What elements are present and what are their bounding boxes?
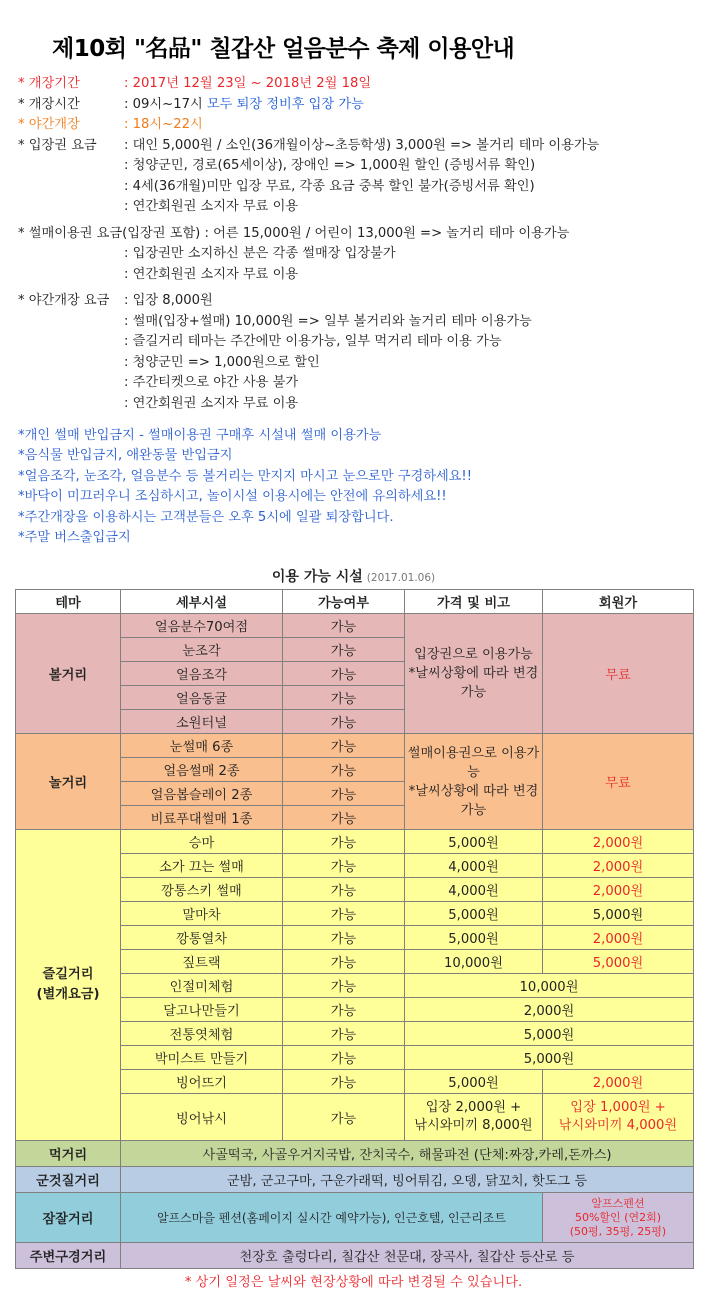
jamjal-member: [543, 1193, 694, 1243]
availability: 가능: [283, 902, 405, 926]
availability: 가능: [283, 830, 405, 854]
page-title: 제10회 "名品" 칠갑산 얼음분수 축제 이용안내: [52, 36, 515, 62]
jamjal-member-line: (50평, 35평, 25평): [569, 1224, 667, 1238]
night-fee-row-5: [18, 394, 698, 415]
facility-name: 말마차: [121, 902, 283, 926]
facility-name: 소원터널: [121, 710, 283, 734]
table-row: [16, 1141, 694, 1167]
table-row: [16, 1193, 694, 1243]
night-fee-row-0: [18, 291, 698, 312]
ticket-row-0: [18, 136, 698, 157]
price-note-line: *날씨상황에 따라 변경가능: [408, 666, 539, 700]
hours-note: 모두 퇴장 정비후 입장 가능: [206, 96, 364, 112]
availability: 가능: [283, 734, 405, 758]
facility-name: 비료푸대썰매 1종: [121, 806, 283, 830]
table-date: (2017.01.06): [366, 572, 436, 584]
jamjal-member-line: 50%할인 (연2회): [574, 1210, 662, 1224]
facility-name: 빙어뜨기: [121, 1070, 283, 1094]
sled-subline: : 연간회원권 소지자 무료 이용: [124, 266, 299, 282]
night-value: : 18시~22시: [124, 117, 203, 132]
hours-label: * 개장시간: [18, 96, 80, 112]
price-note-line: *날씨상황에 따라 변경가능: [408, 783, 539, 818]
availability: 가능: [283, 998, 405, 1022]
facility-name: 짚트랙: [121, 950, 283, 974]
availability: 가능: [283, 638, 405, 662]
theme-jubyeon: 주변구경거리: [16, 1243, 121, 1269]
availability: 가능: [283, 974, 405, 998]
facility-name: 얼음봅슬레이 2종: [121, 782, 283, 806]
facility-name: 눈조각: [121, 638, 283, 662]
availability: 가능: [283, 710, 405, 734]
ticket-line: : 대인 5,000원 / 소인(36개월이상~초등학생) 3,000원 => 볼거리 테마 이용가능: [124, 137, 600, 153]
theme-jeulgil-line: 즐길거리: [42, 967, 94, 982]
facility-name: 깡통스키 썰매: [121, 878, 283, 902]
ticket-row-3: [18, 197, 698, 218]
sled-row-2: [18, 265, 698, 286]
ticket-row-2: [18, 177, 698, 198]
ticket-row-1: [18, 156, 698, 177]
night-row: [18, 115, 698, 136]
member-price-line: 입장 1,000원 +: [570, 1100, 666, 1115]
theme-bolgeori: 볼거리: [16, 614, 121, 734]
night-fee-line: : 연간회원권 소지자 무료 이용: [124, 395, 299, 411]
table-row: [16, 1167, 694, 1193]
member-price-bolgeori: 무료: [543, 614, 694, 734]
ticket-line: : 4세(36개월)미만 입장 무료, 각종 요금 중복 할인 불가(증빙서류 확인): [124, 178, 535, 194]
price-note-nolgeori: [405, 734, 543, 830]
availability: 가능: [283, 686, 405, 710]
availability: 가능: [283, 854, 405, 878]
table-title-text: 이용 가능 시설: [271, 569, 363, 585]
availability: 가능: [283, 782, 405, 806]
table-row: [16, 614, 694, 638]
ticket-label: * 입장권 요금: [18, 137, 97, 153]
facility-name: 박미스트 만들기: [121, 1046, 283, 1070]
price-note-line: 썰매이용권으로 이용가능: [407, 745, 540, 780]
note-item: *개인 썰매 반입금지 - 썰매이용권 구매후 시설내 썰매 이용가능: [18, 428, 382, 443]
jamjal-member-line: 알프스펜션: [591, 1196, 645, 1210]
availability: 가능: [283, 950, 405, 974]
night-label: * 야간개장: [18, 117, 80, 132]
price: 5,000원: [405, 1046, 694, 1070]
sled-line: * 썰매이용권 요금(입장권 포함) : 어른 15,000원 / 어린이 13,000원 => 놀거리 테마 이용가능: [18, 225, 570, 241]
theme-jeulgil-line: (별개요금): [36, 987, 100, 1002]
jamjal-desc: 알프스마을 펜션(홈페이지 실시간 예약가능), 인근호텔, 인근리조트: [121, 1193, 543, 1243]
availability: 가능: [283, 806, 405, 830]
note-item: *바닥이 미끄러우니 조심하시고, 놀이시설 이용시에는 안전에 유의하세요!!: [18, 489, 447, 505]
note-item: *주간개장을 이용하시는 고객분들은 오후 5시에 일괄 퇴장합니다.: [18, 509, 394, 525]
facility-name: 전통엿체험: [121, 1022, 283, 1046]
price-note-bolgeori: [405, 614, 543, 734]
price: 5,000원: [405, 1022, 694, 1046]
night-fee-row-1: [18, 312, 698, 333]
member-price: 5,000원: [543, 902, 694, 926]
note-item: *주말 버스출입금지: [18, 529, 131, 545]
price: 5,000원: [405, 902, 543, 926]
night-fee-row-3: [18, 353, 698, 374]
jubyeon-desc: 천장호 출렁다리, 칠갑산 천문대, 장곡사, 칠갑산 등산로 등: [121, 1243, 694, 1269]
theme-jeulgil: [16, 830, 121, 1141]
price: 5,000원: [405, 926, 543, 950]
night-fee-line: : 주간티켓으로 야간 사용 불가: [124, 375, 299, 390]
availability: 가능: [283, 662, 405, 686]
notes-section: [18, 426, 472, 548]
night-fee-row-2: [18, 332, 698, 353]
availability: 가능: [283, 926, 405, 950]
availability: 가능: [283, 1094, 405, 1141]
availability: 가능: [283, 878, 405, 902]
facility-name: 인절미체험: [121, 974, 283, 998]
member-price: [543, 1094, 694, 1141]
price: 2,000원: [405, 998, 694, 1022]
price-line: 낚시와미끼 8,000원: [414, 1118, 533, 1133]
sled-subline: : 입장권만 소지하신 분은 각종 썰매장 입장불가: [124, 246, 396, 261]
header-availability: 가능여부: [283, 590, 405, 614]
header-theme: 테마: [16, 590, 121, 614]
meokgeori-desc: 사골떡국, 사골우거지국밥, 잔치국수, 해물파전 (단체:짜장,카레,돈까스): [121, 1141, 694, 1167]
night-fee-line: : 썰매(입장+썰매) 10,000원 => 일부 볼거리와 놀거리 테마 이용가능: [124, 313, 532, 329]
facility-name: 얼음분수70여점: [121, 614, 283, 638]
facility-name: 얼음조각: [121, 662, 283, 686]
header-facility: 세부시설: [121, 590, 283, 614]
member-price: 2,000원: [543, 878, 694, 902]
hours-row: [18, 95, 698, 116]
member-price: 2,000원: [543, 854, 694, 878]
header-price: 가격 및 비고: [405, 590, 543, 614]
theme-meokgeori: 먹거리: [16, 1141, 121, 1167]
price: 4,000원: [405, 854, 543, 878]
facility-name: 소가 끄는 썰매: [121, 854, 283, 878]
note-item: *음식물 반입금지, 애완동물 반입금지: [18, 448, 233, 464]
availability: 가능: [283, 614, 405, 638]
facility-name: 얼음동굴: [121, 686, 283, 710]
member-price: 2,000원: [543, 926, 694, 950]
hours-value-wrap: [124, 95, 364, 116]
night-fee-line: : 청양군민 => 1,000원으로 할인: [124, 354, 320, 370]
facility-name: 달고나만들기: [121, 998, 283, 1022]
night-fee-line: : 입장 8,000원: [124, 293, 213, 308]
table-title: [0, 566, 707, 586]
availability: 가능: [283, 1046, 405, 1070]
table-row: [16, 1243, 694, 1269]
table-row: [16, 830, 694, 854]
facility-name: 깡통열차: [121, 926, 283, 950]
member-price: 5,000원: [543, 950, 694, 974]
ticket-line: : 연간회원권 소지자 무료 이용: [124, 199, 299, 214]
period-label: * 개장기간: [18, 76, 80, 91]
availability: 가능: [283, 1070, 405, 1094]
facility-name: 얼음썰매 2종: [121, 758, 283, 782]
price: [405, 1094, 543, 1141]
price: 4,000원: [405, 878, 543, 902]
sled-row-0: [18, 224, 698, 245]
facility-name: 빙어낚시: [121, 1094, 283, 1141]
facility-table: [15, 589, 694, 1269]
facility-name: 눈썰매 6종: [121, 734, 283, 758]
theme-nolgeori: 놀거리: [16, 734, 121, 830]
member-price: 2,000원: [543, 1070, 694, 1094]
hours-value: : 09시~17시: [124, 96, 207, 112]
theme-gungeot: 군것질거리: [16, 1167, 121, 1193]
period-row: [18, 74, 698, 95]
price: 5,000원: [405, 1070, 543, 1094]
night-fee-line: : 즐길거리 테마는 주간에만 이용가능, 일부 먹거리 테마 이용 가능: [124, 334, 502, 349]
header-member-price: 회원가: [543, 590, 694, 614]
member-price-line: 낚시와미끼 4,000원: [558, 1118, 678, 1133]
theme-jamjal: 잠잘거리: [16, 1193, 121, 1243]
member-price: 2,000원: [543, 830, 694, 854]
table-header-row: [16, 590, 694, 614]
note-item: *얼음조각, 눈조각, 얼음분수 등 볼거리는 만지지 마시고 눈으로만 구경하세요!!: [18, 468, 472, 484]
night-fee-row-4: [18, 373, 698, 394]
availability: 가능: [283, 1022, 405, 1046]
price: 10,000원: [405, 950, 543, 974]
sled-row-1: [18, 244, 698, 265]
period-value: : 2017년 12월 23일 ~ 2018년 2월 18일: [124, 76, 372, 91]
price: 5,000원: [405, 830, 543, 854]
facility-name: 승마: [121, 830, 283, 854]
availability: 가능: [283, 758, 405, 782]
footer-note: * 상기 일정은 날씨와 현장상황에 따라 변경될 수 있습니다.: [184, 1275, 523, 1290]
info-section: [18, 74, 698, 414]
price-line: 입장 2,000원 +: [425, 1100, 522, 1115]
price: 10,000원: [405, 974, 694, 998]
gungeot-desc: 군밤, 군고구마, 구운가래떡, 빙어튀김, 오뎅, 닭꼬치, 핫도그 등: [121, 1167, 694, 1193]
night-fee-label: * 야간개장 요금: [18, 293, 110, 308]
ticket-line: : 청양군민, 경로(65세이상), 장애인 => 1,000원 할인 (증빙서류 확인): [124, 158, 536, 173]
price-note-line: 입장권으로 이용가능: [414, 647, 533, 662]
member-price-nolgeori: 무료: [543, 734, 694, 830]
table-row: [16, 734, 694, 758]
